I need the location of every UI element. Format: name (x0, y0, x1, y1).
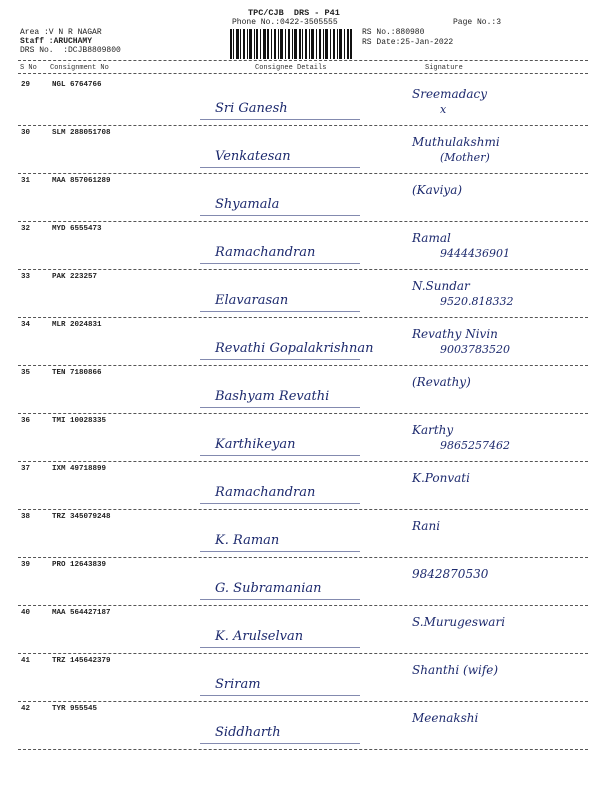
signature-text: Sreemadacy (412, 87, 488, 101)
table-row (0, 657, 600, 703)
row-divider (18, 509, 588, 510)
consignment-number: MAA 857061289 (52, 177, 111, 185)
staff-label: Staff :ARUCHAMY (20, 37, 93, 46)
table-row (0, 273, 600, 319)
table-row (0, 81, 600, 127)
consignee-name: Siddharth (215, 725, 281, 740)
consignment-number: PRO 12643839 (52, 561, 107, 569)
consignment-number: MAA 564427187 (52, 609, 111, 617)
consignee-name: K. Raman (215, 533, 280, 548)
name-underline (200, 359, 360, 360)
signature-note: 9865257462 (440, 439, 510, 452)
row-divider (18, 605, 588, 606)
consignment-number: TYR 955545 (52, 705, 98, 713)
row-divider (18, 221, 588, 222)
serial-number: 36 (21, 417, 31, 425)
serial-number: 42 (21, 705, 31, 713)
signature-text: Karthy (412, 423, 454, 437)
signature-text: Shanthi (wife) (412, 663, 499, 677)
consignee-name: Venkatesan (215, 149, 291, 164)
consignment-number: SLM 288051708 (52, 129, 111, 137)
row-divider (18, 749, 588, 750)
signature-note: 9444436901 (440, 247, 510, 260)
column-header-consignee: Consignee Details (255, 64, 327, 72)
consignee-name: Elavarasan (215, 293, 289, 308)
serial-number: 32 (21, 225, 31, 233)
column-header-signature: Signature (425, 64, 463, 72)
signature-text: K.Ponvati (412, 471, 470, 485)
row-divider (18, 269, 588, 270)
column-header-sno: S No (20, 64, 37, 72)
signature-text: 9842870530 (412, 567, 489, 581)
signature-text: N.Sundar (412, 279, 470, 293)
consignment-number: MLR 2024831 (52, 321, 102, 329)
name-underline (200, 503, 360, 504)
table-row (0, 369, 600, 415)
row-divider (18, 413, 588, 414)
name-underline (200, 407, 360, 408)
table-row (0, 225, 600, 271)
table-row (0, 417, 600, 463)
name-underline (200, 167, 360, 168)
name-underline (200, 695, 360, 696)
serial-number: 30 (21, 129, 31, 137)
name-underline (200, 263, 360, 264)
signature-text: Muthulakshmi (412, 135, 500, 149)
consignment-number: MYD 6555473 (52, 225, 102, 233)
name-underline (200, 455, 360, 456)
consignee-name: Bashyam Revathi (215, 389, 330, 404)
table-row (0, 465, 600, 511)
rs-date: RS Date:25-Jan-2022 (362, 38, 454, 47)
name-underline (200, 311, 360, 312)
table-row (0, 129, 600, 175)
consignee-name: Sri Ganesh (215, 101, 288, 116)
consignment-number: TRZ 145642379 (52, 657, 111, 665)
table-row (0, 561, 600, 607)
serial-number: 35 (21, 369, 31, 377)
row-divider (18, 125, 588, 126)
serial-number: 38 (21, 513, 31, 521)
table-row (0, 609, 600, 655)
row-divider (18, 701, 588, 702)
phone-number: Phone No.:0422-3505555 (232, 18, 338, 27)
serial-number: 33 (21, 273, 31, 281)
row-divider (18, 173, 588, 174)
table-row (0, 177, 600, 223)
signature-text: Revathy Nivin (412, 327, 498, 341)
header-rule-bottom (18, 73, 588, 74)
header-rule-top (18, 60, 588, 61)
table-row (0, 705, 600, 751)
serial-number: 37 (21, 465, 31, 473)
signature-note: x (440, 103, 447, 116)
consignee-name: Ramachandran (215, 245, 316, 260)
name-underline (200, 551, 360, 552)
serial-number: 39 (21, 561, 31, 569)
drs-number: DRS No. :DCJB8809800 (20, 46, 121, 55)
serial-number: 31 (21, 177, 31, 185)
consignment-number: TEN 7180866 (52, 369, 102, 377)
column-header-consignment: Consignment No (50, 64, 109, 72)
name-underline (200, 647, 360, 648)
signature-text: (Revathy) (412, 375, 471, 389)
signature-text: Meenakshi (412, 711, 479, 725)
consignee-name: Sriram (215, 677, 261, 692)
area-label: Area :V N R NAGAR (20, 28, 102, 37)
page-number: Page No.:3 (453, 18, 502, 27)
serial-number: 41 (21, 657, 31, 665)
serial-number: 29 (21, 81, 31, 89)
consignment-number: NGL 6764766 (52, 81, 102, 89)
consignee-name: G. Subramanian (215, 581, 322, 596)
consignee-name: Ramachandran (215, 485, 316, 500)
consignee-name: Karthikeyan (215, 437, 296, 452)
signature-text: Rani (412, 519, 441, 533)
serial-number: 40 (21, 609, 31, 617)
name-underline (200, 119, 360, 120)
signature-text: Ramal (412, 231, 451, 245)
consignment-number: TMI 10028335 (52, 417, 107, 425)
row-divider (18, 365, 588, 366)
table-row (0, 513, 600, 559)
name-underline (200, 743, 360, 744)
consignment-number: PAK 223257 (52, 273, 98, 281)
table-row (0, 321, 600, 367)
consignee-name: Revathi Gopalakrishnan (215, 341, 374, 356)
rs-number: RS No.:880980 (362, 28, 425, 37)
barcode-icon (230, 29, 352, 59)
consignment-number: TRZ 345079248 (52, 513, 111, 521)
serial-number: 34 (21, 321, 31, 329)
document-title: TPC/CJB DRS - P41 (248, 8, 340, 18)
signature-text: S.Murugeswari (412, 615, 506, 629)
row-divider (18, 653, 588, 654)
consignee-name: Shyamala (215, 197, 280, 212)
consignee-name: K. Arulselvan (215, 629, 304, 644)
signature-note: (Mother) (440, 151, 490, 164)
name-underline (200, 599, 360, 600)
row-divider (18, 317, 588, 318)
name-underline (200, 215, 360, 216)
signature-note: 9003783520 (440, 343, 510, 356)
signature-note: 9520.818332 (440, 295, 514, 308)
row-divider (18, 557, 588, 558)
row-divider (18, 461, 588, 462)
signature-text: (Kaviya) (412, 183, 463, 197)
consignment-number: IXM 49718899 (52, 465, 107, 473)
